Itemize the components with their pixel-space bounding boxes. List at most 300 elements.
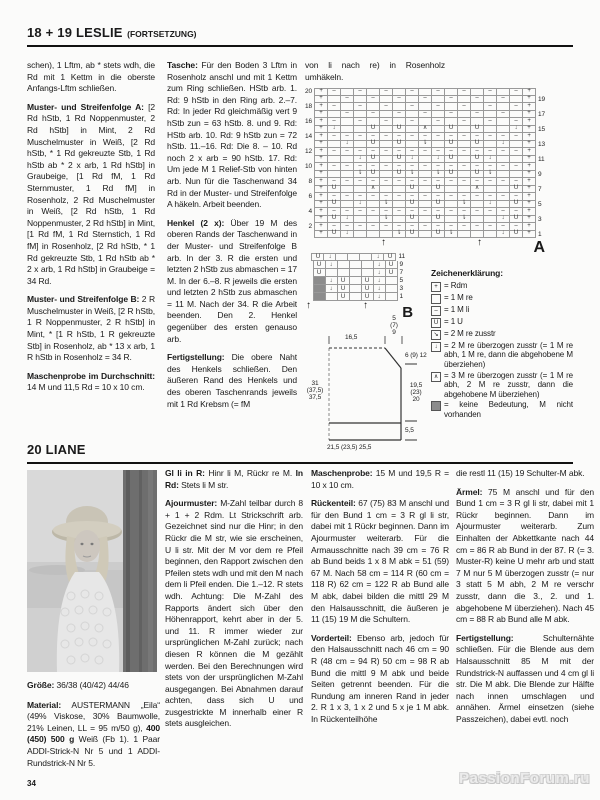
stitch-cell: U [328,231,341,239]
lower-row [305,253,573,456]
stitch-cell: + [523,171,536,179]
stitch-cell: ⇂ [458,201,471,209]
stitch-cell: – [445,111,458,119]
stitch-cell [350,285,362,293]
stitch-cell: – [510,88,523,96]
row-number: 1 [399,293,404,301]
stitch-cell: – [341,193,354,201]
legend-text: = 3 M re überzogen zusstr (= 1 M re abh, 2 M re zusstr, dann die abgehobene M überziehen) [444,370,573,399]
stitch-cell: – [380,208,393,216]
stitch-cell [350,277,362,285]
stitch-cell: ↓ [406,156,419,164]
row-number: 9 [538,170,542,178]
chart-row [305,277,405,285]
stitch-cell: + [315,133,328,141]
stitch-cell: U [393,171,406,179]
stitch-cell [458,231,471,239]
stitch-cell: – [510,103,523,111]
stitch-cell: U [432,216,445,224]
liane-column-3 [311,468,449,790]
stitch-cell: – [367,111,380,119]
stitch-cell [484,231,497,239]
stitch-cell: – [458,178,471,186]
stitch-cell [326,293,338,301]
stitch-cell: – [393,193,406,201]
stitch-cell: U [367,156,380,164]
stitch-cell: – [458,208,471,216]
stitch-cell: ∧ [471,186,484,194]
stitch-cell: U [471,171,484,179]
stitch-cell: – [510,208,523,216]
stitch-cell: – [380,133,393,141]
stitch-cell: U [312,253,324,261]
stitch-cell: ↓ [374,277,386,285]
text-paragraph: schen), 1 Lftm, ab * stets wdh, die Rd mit 1 Kettm in die oberste Anfangs-Lftm schließen. [27,60,155,94]
measure-left: 31 (37,5) 37,5 [306,380,324,402]
row-number: 20 [305,88,313,96]
stitch-cell: + [523,133,536,141]
row-number [305,285,313,293]
stitch-cell: – [393,111,406,119]
stitch-cell: + [523,96,536,104]
stitch-cell: + [315,201,328,209]
stitch-cell: U [406,216,419,224]
stitch-cell: ⇂ [393,231,406,239]
chart-b-rapport-arrows [305,301,405,314]
stitch-cell: U [471,156,484,164]
leslie-column-2 [167,60,297,440]
text-paragraph: Muster- und Streifenfolge A: [2 Rd hStb, 1 Rd Noppenmuster, 2 Rd hStb] in Mint, 2 Rd Muschelmuster in Weiß, [2 Rd hStb, * 1 Rd gekreuzte Stb, 1 Rd hStb ab * 2 x arb, 1 Rd hStb] in Graubeige, [1 Rd fM, 1 Rd Sternmuster, 1 Rd fM] in Rosenholz, 2 Rd Muschelmuster in Weiß, [2 Rd hStb, 1 Rd Noppenmuster, 2 Rd hStb] in Mint, [1 Rd fM, 1 Rd Sternstich, 1 Rd fM] in Rosenholz, [2 Rd hStb, * 1 Rd gekreuzte Stb, 1 Rd hStb ab * 2 x arb, 1 Rd hStb] in Graubeige = 34 Rd. [27,101,155,286]
stitch-cell: – [419,223,432,231]
row-number: 13 [537,140,545,148]
stitch-cell: – [484,178,497,186]
photo-liane-model [27,470,157,672]
stitch-cell: U [510,216,523,224]
stitch-cell: + [523,118,536,126]
left-stack [305,253,427,456]
photo-illustration [27,470,157,672]
leslie-section-header [27,24,573,47]
row-number: 11 [538,155,545,163]
stitch-cell: + [523,186,536,194]
stitch-cell: – [484,118,497,126]
stitch-cell: – [497,178,510,186]
stitch-cell: – [406,88,419,96]
stitch-cell: – [484,103,497,111]
stitch-cell: + [523,88,536,96]
row-number: 1 [538,230,542,238]
stitch-cell: ↓ [372,253,384,261]
rapport-arrow-icon: ↑ [381,237,386,249]
stitch-cell [348,253,360,261]
stitch-cell [386,285,398,293]
chart-row [305,231,545,239]
row-number: 15 [537,125,545,133]
stitch-cell: ⇂ [484,171,497,179]
stitch-cell: + [315,118,328,126]
measure-right-mid: 19,5 (23) 20 [409,382,423,404]
stitch-cell: – [380,118,393,126]
stitch-cell: U [406,231,419,239]
stitch-cell: U [471,126,484,134]
legend-item [431,400,573,419]
stitch-cell: – [393,163,406,171]
stitch-cell: U [386,261,398,269]
stitch-cell: – [354,148,367,156]
stitch-cell: – [432,208,445,216]
text-paragraph: Muster- und Streifenfolge B: 2 R Muschelmuster in Weiß, [2 R hStb, 1 R Noppenmuster, 2 R hStb] in Mint, * [1 R hStb, 1 R gekreuzte Stb] in Rosenholz, ab * 13 x arb, 1 R hStb in Rosenholz = 34 R. [27,294,155,363]
text-paragraph: Henkel (2 x): Über 19 M des oberen Rands der Taschenwand in der Muster- und Streifenfolge B arb. In der 3. R die ersten und letzten 2 hStb zus abmaschen = 17 M. In der 6.–8. R jeweils die ersten und letzten 2 hStb zus abmaschen = 11 M. Nach der 34. R die Arbeit beenden. Den 2. Henkel gegenüber des ersten genauso arb. [167,217,297,344]
stitch-cell: ⇂ [432,171,445,179]
stitch-symbol-icon: ↓ [431,342,441,352]
stitch-cell: ∧ [419,126,432,134]
stitch-cell [354,231,367,239]
stitch-cell: – [484,208,497,216]
stitch-cell: – [497,208,510,216]
row-number: 2 [308,223,312,231]
chart-row [305,178,545,186]
stitch-cell: + [523,201,536,209]
stitch-cell: – [458,118,471,126]
row-number: 6 [308,193,312,201]
stitch-cell: – [432,88,445,96]
row-number: 14 [305,133,313,141]
row-number: 3 [399,285,404,293]
knitting-chart-b [305,253,405,301]
stitch-cell: – [328,103,341,111]
stitch-cell [350,261,362,269]
stitch-cell: – [341,96,354,104]
row-number: 5 [538,200,542,208]
stitch-symbol-icon [431,294,441,304]
stitch-cell: – [393,223,406,231]
text-paragraph: Gl li in R: Hinr li M, Rückr re M. In Rd: Stets li M str. [165,468,303,490]
stitch-cell: – [328,88,341,96]
stitch-cell: ⇂ [458,216,471,224]
row-number: 19 [537,95,545,103]
measure-top: 16,5 [345,334,358,342]
leslie-title: 18 + 19 LESLIE [27,25,123,40]
stitch-cell: + [315,208,328,216]
stitch-symbol-icon: ∧ [431,372,441,382]
stitch-cell: – [341,223,354,231]
stitch-symbol-icon: – [431,306,441,316]
stitch-cell: U [510,231,523,239]
row-number: 10 [305,163,313,171]
legend-items [431,281,573,420]
stitch-cell: U [362,285,374,293]
stitch-cell: + [315,148,328,156]
stitch-cell: – [497,148,510,156]
stitch-cell: U [338,293,350,301]
stitch-cell [367,231,380,239]
stitch-cell: ↓ [374,285,386,293]
stitch-cell: – [497,111,510,119]
stitch-cell: – [471,208,484,216]
stitch-cell: – [406,208,419,216]
page-number: 34 [27,779,36,788]
stitch-cell: – [445,163,458,171]
stitch-cell: + [315,223,328,231]
measure-bottom: 21,5 (23,5) 25,5 [327,444,372,452]
chart-row [305,148,545,156]
liane-info-column [27,680,160,780]
stitch-cell: U [432,186,445,194]
text-paragraph: Ärmel: 75 M anschl und für den Bund 1 cm = 3 R gl li str, dabei mit 1 Rückr beginnen. Dann im Ajourmuster weiterarb. Zum Einhalten der Abkettkante nach 44 cm = 86 R ab Bund in der 87. R (= 3. Muster-R) keine U mehr arb und statt 7 M nur 5 M überzogen zusstr (= nur 3 statt 5 M abh, 2 M re verschr zusstr, dann die 3., 2. und 1. abgehobene M überziehen). Nach 45 cm = 88 R ab Bund alle M abk. [456,486,594,625]
stitch-cell: – [445,223,458,231]
stitch-cell: U [432,231,445,239]
row-number: 4 [308,208,312,216]
stitch-cell: – [432,163,445,171]
stitch-cell [336,253,348,261]
stitch-cell: – [367,133,380,141]
stitch-cell: ↓ [484,201,497,209]
stitch-cell: – [380,193,393,201]
legend-text: = 2 M re zusstr [444,328,496,338]
stitch-cell: U [445,126,458,134]
stitch-cell: + [523,148,536,156]
stitch-cell: U [328,216,341,224]
stitch-cell [360,253,372,261]
stitch-cell: + [523,208,536,216]
row-number [305,231,314,239]
stitch-cell: – [367,96,380,104]
legend-item [431,371,573,400]
legend-item [431,305,573,316]
chart-row [305,223,545,231]
stitch-cell: – [406,223,419,231]
stitch-cell [386,277,398,285]
measure-shoulder: 5 (7) 9 [390,315,398,337]
stitch-cell: – [484,88,497,96]
stitch-cell: – [458,148,471,156]
stitch-cell: – [367,178,380,186]
chart-row [305,193,545,201]
stitch-cell: – [497,223,510,231]
stitch-cell: – [497,163,510,171]
stitch-cell: – [341,163,354,171]
row-number: 9 [399,261,404,269]
stitch-cell: + [523,126,536,134]
stitch-cell: – [393,178,406,186]
stitch-cell [314,277,326,285]
stitch-cell [314,285,326,293]
chart-a-wrap [305,88,545,256]
stitch-cell: + [315,193,328,201]
stitch-cell [350,293,362,301]
rapport-arrow-icon: ↑ [363,300,368,312]
stitch-cell: – [484,163,497,171]
stitch-cell: – [328,133,341,141]
stitch-cell: – [471,178,484,186]
stitch-cell: – [393,133,406,141]
leslie-subtitle: (FORTSETZUNG) [127,29,197,39]
stitch-cell: ↓ [341,216,354,224]
stitch-cell: + [523,103,536,111]
row-number: 18 [305,103,313,111]
stitch-symbol-icon: ↘ [431,330,441,340]
stitch-cell: – [458,193,471,201]
liane-column-2 [165,468,303,790]
stitch-cell: ↓ [510,126,523,134]
stitch-cell: – [354,223,367,231]
watermark: PassionForum.ru [459,770,590,787]
stitch-cell: – [341,133,354,141]
stitch-cell: + [315,96,328,104]
chart-row [305,111,545,119]
stitch-cell: – [406,178,419,186]
stitch-cell: – [432,133,445,141]
stitch-cell: – [458,223,471,231]
stitch-cell: – [419,163,432,171]
stitch-cell: – [354,133,367,141]
stitch-cell: U [314,261,326,269]
stitch-cell: ↓ [354,156,367,164]
stitch-cell: + [315,231,328,239]
legend-title: Zeichenerklärung: [431,268,503,279]
stitch-cell: – [445,96,458,104]
stitch-cell: – [445,193,458,201]
size-paragraph: Größe: 36/38 (40/42) 44/46 [27,680,129,690]
stitch-cell: – [458,103,471,111]
legend-text: = keine Bedeutung, M nicht vorhanden [444,400,573,419]
stitch-cell: U [393,141,406,149]
stitch-cell: – [458,163,471,171]
liane-title: 20 LIANE [27,442,86,457]
stitch-cell: – [484,193,497,201]
stitch-cell: – [341,111,354,119]
stitch-cell: – [328,223,341,231]
stitch-cell: ⇂ [380,201,393,209]
stitch-cell: – [354,88,367,96]
stitch-cell: ↓ [324,253,336,261]
stitch-cell: – [432,178,445,186]
stitch-cell: U [314,269,326,277]
stitch-cell: + [315,111,328,119]
stitch-cell [314,293,326,301]
row-number: 3 [538,215,542,223]
stitch-symbol-icon: U [431,318,441,328]
stitch-cell: – [445,178,458,186]
stitch-cell: – [341,148,354,156]
chart-row [305,163,545,171]
stitch-cell: + [315,186,328,194]
knitting-chart-a [305,88,545,238]
row-number [305,277,313,285]
stitch-cell: + [523,193,536,201]
stitch-cell: + [315,141,328,149]
stitch-cell: – [471,163,484,171]
stitch-cell: – [432,223,445,231]
stitch-cell: – [419,133,432,141]
stitch-cell: – [497,193,510,201]
stitch-cell: ∧ [367,186,380,194]
stitch-cell: ↓ [497,141,510,149]
liane-column-4 [456,468,594,790]
stitch-cell: – [471,111,484,119]
text-paragraph: Ajourmuster: M-Zahl teilbar durch 8 + 1 + 2 Rdm. Lt Strickschrift arb. Gezeichnet sind nur die Hinr; in den Rückr die M str, wie sie erscheinen, U li str. Mit der M vor dem re Pfeil beginnen, den Rapport zwischen den Pfeilen stets wdh und mit den M nach dem li Pfeil enden. Die 1.–12. R stets wdh. Achtung: Die M-Zahl des Rapports ändert sich über den Höhenrapport, kehrt aber in der 5. und 11. R immer wieder zur ursprünglichen M-Zahl zurück; nach diesen R können die M gezählt werden. Bei den Berechnungen wird stets von der ursprünglichen M-Zahl ausgegangen. Bei Abnahmen darauf achten, dass sich U und zusgestrickte M innerhalb einer R stets ausgleichen. [165,498,303,729]
text-paragraph: die restl 11 (15) 19 Schulter-M abk. [456,468,585,478]
stitch-cell [338,261,350,269]
stitch-cell: U [393,156,406,164]
stitch-cell: ⇂ [406,171,419,179]
legend-text: = 1 U [444,316,463,326]
row-number [305,261,313,269]
text-paragraph: Maschenprobe im Durchschnitt: 14 M und 11,5 Rd = 10 x 10 cm. [27,370,155,393]
stitch-cell: U [386,269,398,277]
stitch-cell: ↓ [326,261,338,269]
stitch-cell: – [510,148,523,156]
stitch-cell: ↓ [374,261,386,269]
stitch-cell: – [393,96,406,104]
stitch-cell: – [380,103,393,111]
chart-row [305,269,405,277]
stitch-cell: U [338,285,350,293]
row-number: 7 [399,269,404,277]
stitch-cell: – [354,118,367,126]
stitch-cell [341,118,354,126]
rapport-arrow-icon: ↑ [477,237,482,249]
stitch-cell: – [445,208,458,216]
row-number: 5 [399,277,404,285]
stitch-cell: – [510,133,523,141]
measure-right-low: 5,5 [405,427,414,435]
row-number: 7 [538,185,542,193]
stitch-cell: U [432,201,445,209]
legend-text: = 2 M re überzogen zusstr (= 1 M re abh, 1 M re, dann die abgehobene M überziehen) [444,340,573,369]
stitch-cell: – [484,223,497,231]
stitch-cell: – [484,148,497,156]
stitch-cell: – [510,163,523,171]
legend-item [431,329,573,340]
stitch-cell: – [393,148,406,156]
stitch-cell: U [328,201,341,209]
legend-item [431,341,573,370]
stitch-cell: + [523,141,536,149]
row-number: 11 [398,253,405,261]
stitch-cell: – [354,193,367,201]
stitch-cell: – [458,133,471,141]
stitch-cell: ↓ [354,201,367,209]
text-paragraph: von li nach re) in Rosenholz umhäkeln. [305,60,445,82]
stitch-cell: ⇂ [445,231,458,239]
stitch-cell: + [523,163,536,171]
row-number: 8 [308,178,312,186]
stitch-cell: – [432,148,445,156]
stitch-cell: – [328,118,341,126]
stitch-cell: – [471,193,484,201]
text-paragraph: Tasche: Für den Boden 3 Lftm in Rosenholz anschl und mit 1 Kettm zum Ring schließen. HStb arb. 1. Rd: 9 hStb in den Ring arb. 2.–7. Rd: In jeder Rd gleichmäßig vert 9 hStb zun = 63 hStb. 8. und 9. Rd: HStb arb. 10. Rd: 9 hStb zun = 72 hStb. 11.–16. Rd: Die 8. – 10. Rd noch 2 x arb = 90 hStb. 17. Rd: Um jede M 1 Relief-Stb von hinten arb. Nun für die Taschenwand 34 Rd in der Muster- und Streifenfolge A häkeln. Arbeit beenden. [167,60,297,210]
stitch-cell: U [406,201,419,209]
stitch-cell: – [419,96,432,104]
stitch-cell: – [406,148,419,156]
stitch-cell: – [432,118,445,126]
stitch-cell: U [510,201,523,209]
stitch-cell: – [471,96,484,104]
stitch-cell: U [384,253,396,261]
stitch-cell: – [471,223,484,231]
stitch-cell: ↓ [341,141,354,149]
stitch-cell: U [367,171,380,179]
legend [431,269,573,456]
stitch-cell: U [328,186,341,194]
legend-text: = 1 M li [444,304,470,314]
stitch-cell: – [380,163,393,171]
stitch-cell: ↓ [497,231,510,239]
chart-a-label: A [533,238,545,256]
stitch-cell: – [471,133,484,141]
stitch-cell: – [497,133,510,141]
